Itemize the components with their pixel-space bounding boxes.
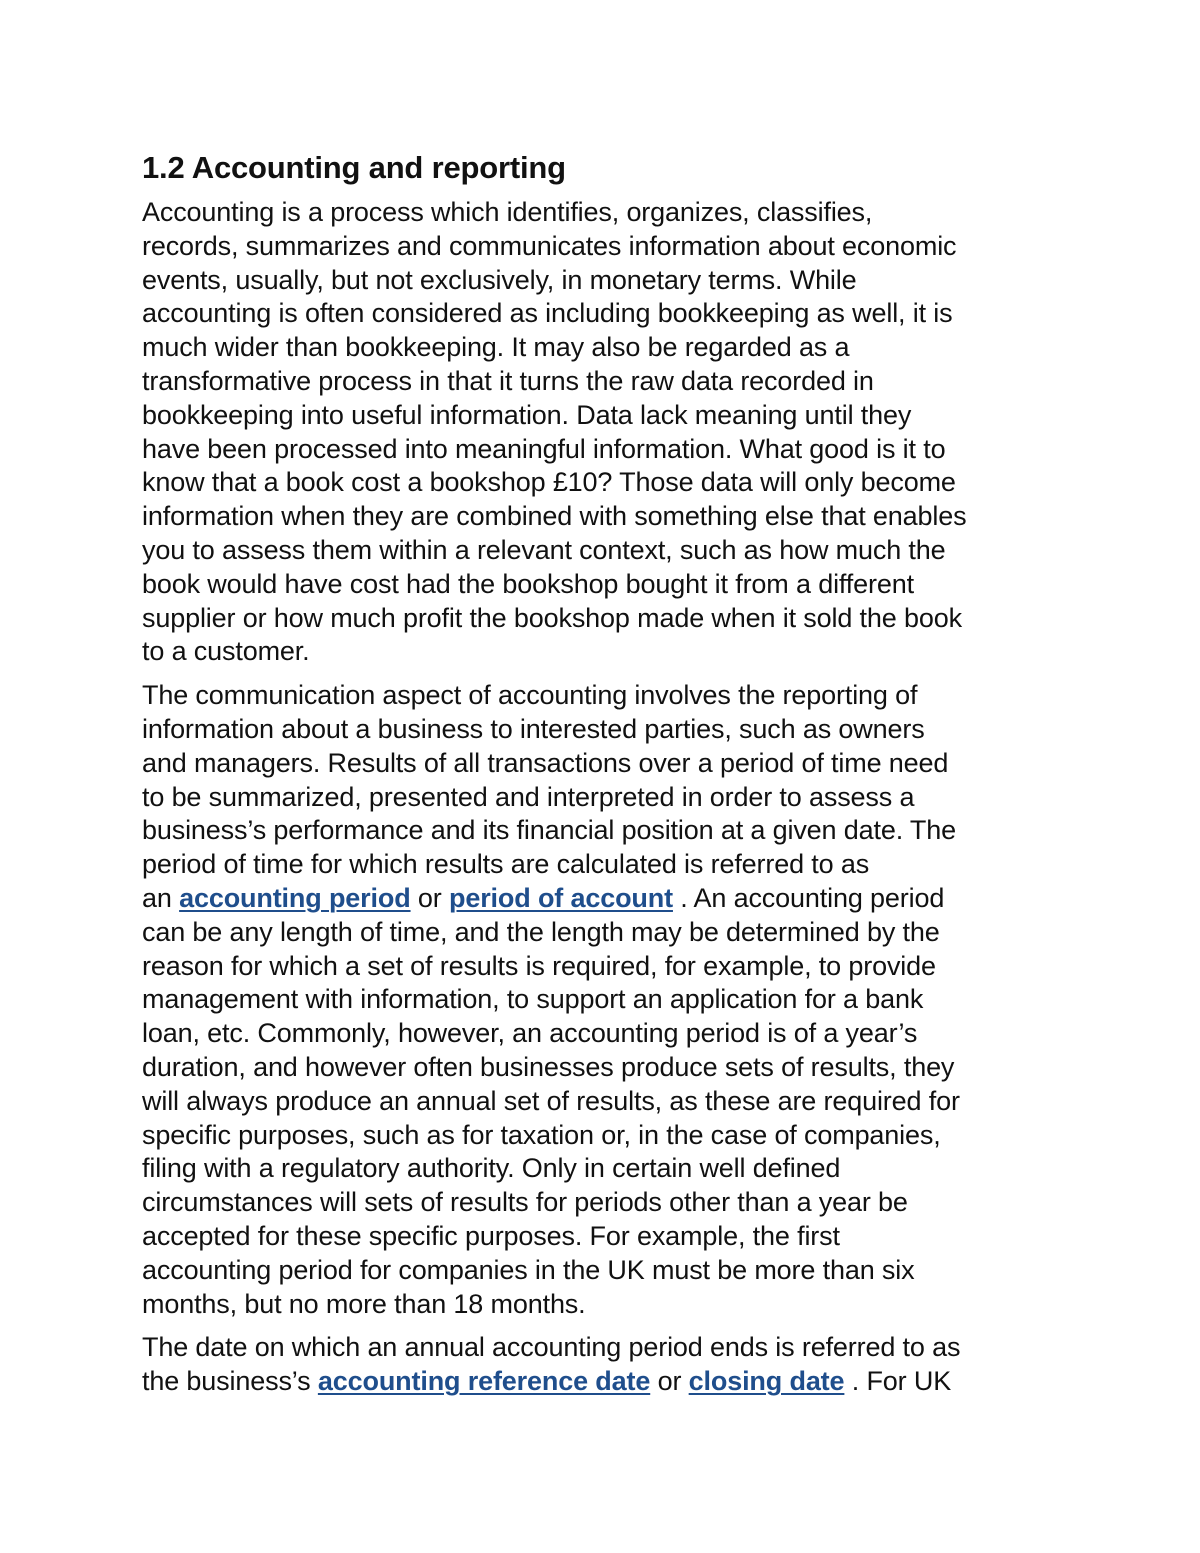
text-line: months, but no more than 18 months. xyxy=(142,1288,586,1319)
text-line: specific purposes, such as for taxation or, in the case of companies, xyxy=(142,1119,941,1150)
text-line: filing with a regulatory authority. Only in certain well defined xyxy=(142,1153,841,1184)
text-line: much wider than bookkeeping. It may also be regarded as a xyxy=(142,332,850,363)
text-fragment: or xyxy=(410,882,449,913)
paragraph-communication-aspect xyxy=(142,679,1072,1321)
text-line: know that a book cost a bookshop £10? Those data will only become xyxy=(142,467,956,498)
text-fragment: the business’s xyxy=(142,1366,318,1397)
link-accounting-period[interactable]: accounting period xyxy=(179,882,411,913)
text-line: circumstances will sets of results for periods other than a year be xyxy=(142,1187,908,1218)
text-line: accounting period for companies in the UK must be more than six xyxy=(142,1254,915,1285)
text-line: The communication aspect of accounting involves the reporting of xyxy=(142,680,918,711)
text-line: can be any length of time, and the length may be determined by the xyxy=(142,916,940,947)
text-line: information when they are combined with something else that enables xyxy=(142,501,967,532)
text-line: The date on which an annual accounting period ends is referred to as xyxy=(142,1332,961,1363)
text-line: information about a business to interested parties, such as owners xyxy=(142,713,925,744)
text-line: to be summarized, presented and interpreted in order to assess a xyxy=(142,781,915,812)
text-line: have been processed into meaningful information. What good is it to xyxy=(142,433,946,464)
text-fragment: or xyxy=(650,1366,689,1397)
text-line: management with information, to support an application for a bank xyxy=(142,984,924,1015)
text-line: transformative process in that it turns the raw data recorded in xyxy=(142,365,874,396)
text-line: book would have cost had the bookshop bought it from a different xyxy=(142,568,914,599)
text-line-with-links xyxy=(142,1365,1072,1399)
text-line: accounting is often considered as including bookkeeping as well, it is xyxy=(142,298,953,329)
text-line: will always produce an annual set of results, as these are required for xyxy=(142,1085,960,1116)
text-fragment: . For UK xyxy=(844,1366,952,1397)
text-line: events, usually, but not exclusively, in monetary terms. While xyxy=(142,264,857,295)
section-heading: 1.2 Accounting and reporting xyxy=(142,150,566,185)
link-closing-date[interactable]: closing date xyxy=(688,1366,845,1397)
text-line-with-links xyxy=(142,882,1072,916)
text-line: loan, etc. Commonly, however, an accounting period is of a year’s xyxy=(142,1018,918,1049)
text-line: period of time for which results are calculated is referred to as xyxy=(142,849,870,880)
text-line: supplier or how much profit the bookshop made when it sold the book xyxy=(142,602,962,633)
link-accounting-reference-date[interactable]: accounting reference date xyxy=(317,1366,651,1397)
paragraph-accounting-definition xyxy=(142,196,1072,669)
text-fragment: an xyxy=(142,882,180,913)
text-line: business’s performance and its financial position at a given date. The xyxy=(142,815,957,846)
text-line: bookkeeping into useful information. Data lack meaning until they xyxy=(142,399,912,430)
text-line: records, summarizes and communicates information about economic xyxy=(142,230,957,261)
text-line: reason for which a set of results is required, for example, to provide xyxy=(142,950,936,981)
text-fragment: . An accounting period xyxy=(672,882,945,913)
text-line: you to assess them within a relevant context, such as how much the xyxy=(142,534,946,565)
text-line: Accounting is a process which identifies, organizes, classifies, xyxy=(142,197,873,227)
link-period-of-account[interactable]: period of account xyxy=(448,882,673,913)
document-page xyxy=(142,148,1072,1409)
text-line: and managers. Results of all transactions over a period of time need xyxy=(142,747,949,778)
paragraph-reference-date xyxy=(142,1331,1072,1399)
text-line: accepted for these specific purposes. For example, the first xyxy=(142,1220,840,1251)
text-line: duration, and however often businesses produce sets of results, they xyxy=(142,1051,955,1082)
text-line: to a customer. xyxy=(142,636,310,667)
